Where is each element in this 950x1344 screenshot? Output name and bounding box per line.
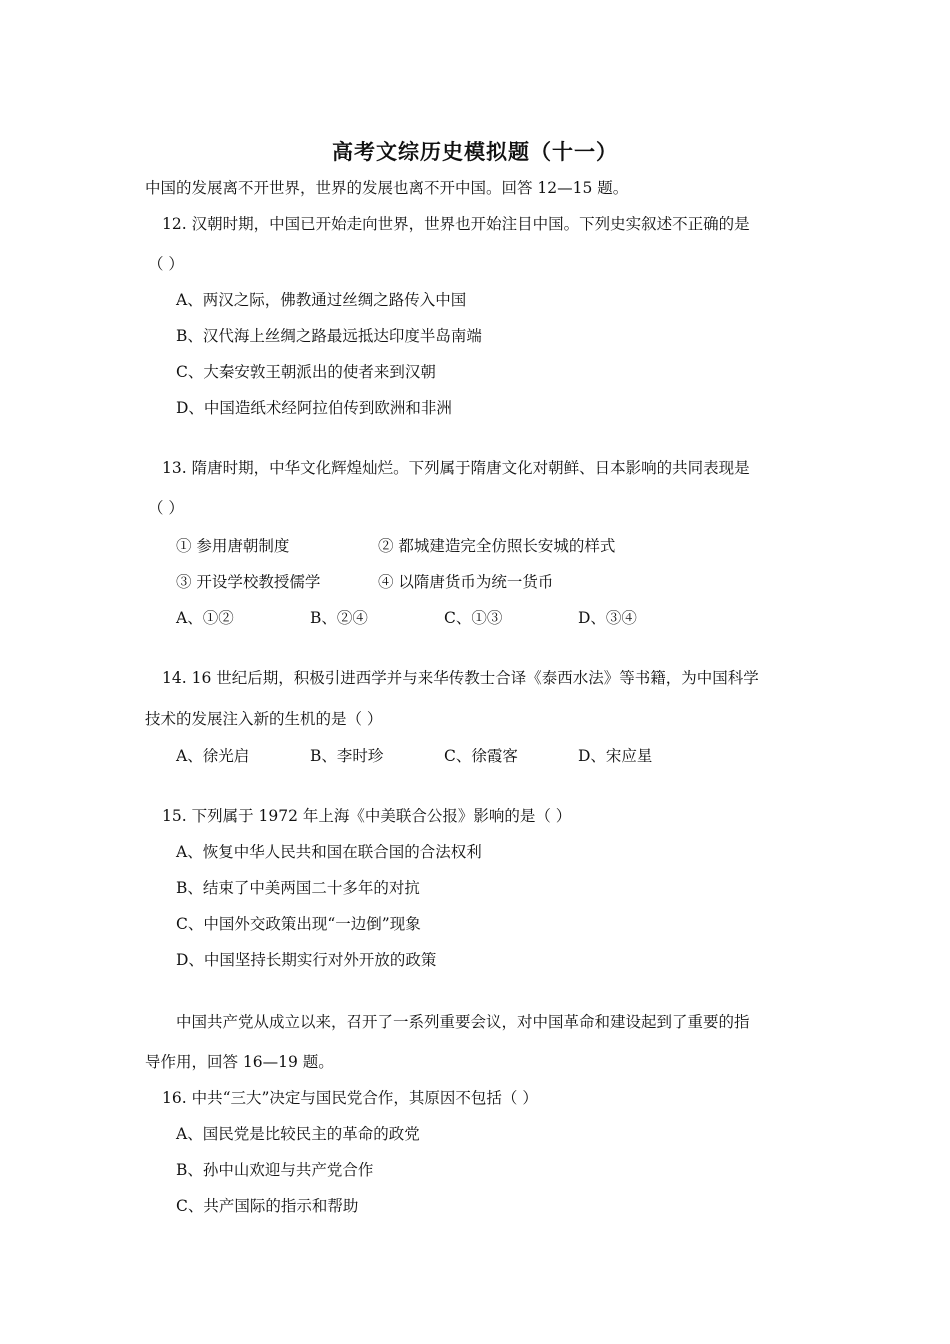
question-14-option-b: B、李时珍 bbox=[310, 747, 384, 765]
question-12-option-c: C、大秦安敦王朝派出的使者来到汉朝 bbox=[176, 363, 436, 381]
question-15-option-a: A、恢复中华人民共和国在联合国的合法权利 bbox=[176, 843, 482, 861]
question-13-item-4: ④ 以隋唐货币为统一货币 bbox=[378, 573, 554, 591]
question-13-option-a: A、①② bbox=[176, 609, 234, 627]
question-14-option-d: D、宋应星 bbox=[578, 747, 653, 765]
question-12-option-a: A、两汉之际，佛教通过丝绸之路传入中国 bbox=[176, 291, 467, 309]
question-12-answer-paren: （ ） bbox=[148, 255, 184, 273]
question-13-stem: 13. 隋唐时期，中华文化辉煌灿烂。下列属于隋唐文化对朝鲜、日本影响的共同表现是 bbox=[162, 459, 750, 477]
question-13-option-d: D、③④ bbox=[578, 609, 637, 627]
question-13-option-b: B、②④ bbox=[310, 609, 368, 627]
question-16-stem: 16. 中共“三大”决定与国民党合作，其原因不包括（ ） bbox=[162, 1089, 538, 1107]
question-15-option-d: D、中国坚持长期实行对外开放的政策 bbox=[176, 951, 437, 969]
question-16-option-c: C、共产国际的指示和帮助 bbox=[176, 1197, 359, 1215]
intro-16-19-line1: 中国共产党从成立以来，召开了一系列重要会议，对中国革命和建设起到了重要的指 bbox=[176, 1013, 750, 1031]
question-13-option-c: C、①③ bbox=[444, 609, 503, 627]
question-14-stem-line2: 技术的发展注入新的生机的是（ ） bbox=[145, 710, 383, 728]
intro-16-19-line2: 导作用，回答 16—19 题。 bbox=[145, 1053, 334, 1071]
question-13-answer-paren: （ ） bbox=[148, 499, 184, 517]
question-14-stem-line1: 14. 16 世纪后期，积极引进西学并与来华传教士合译《泰西水法》等书籍，为中国科学 bbox=[162, 669, 759, 687]
question-15-option-c: C、中国外交政策出现“一边倒”现象 bbox=[176, 915, 421, 933]
question-13-item-3: ③ 开设学校教授儒学 bbox=[176, 573, 321, 591]
question-16-option-b: B、孙中山欢迎与共产党合作 bbox=[176, 1161, 374, 1179]
question-15-option-b: B、结束了中美两国二十多年的对抗 bbox=[176, 879, 420, 897]
question-12-option-d: D、中国造纸术经阿拉伯传到欧洲和非洲 bbox=[176, 399, 452, 417]
question-12-stem: 12. 汉朝时期，中国已开始走向世界，世界也开始注目中国。下列史实叙述不正确的是 bbox=[162, 215, 750, 233]
question-14-option-c: C、徐霞客 bbox=[444, 747, 518, 765]
intro-12-15: 中国的发展离不开世界，世界的发展也离不开中国。回答 12—15 题。 bbox=[145, 179, 629, 197]
question-13-item-1: ① 参用唐朝制度 bbox=[176, 537, 290, 555]
document-title: 高考文综历史模拟题（十一） bbox=[332, 139, 618, 164]
question-15-stem: 15. 下列属于 1972 年上海《中美联合公报》影响的是（ ） bbox=[162, 807, 572, 825]
question-12-option-b: B、汉代海上丝绸之路最远抵达印度半岛南端 bbox=[176, 327, 482, 345]
question-14-option-a: A、徐光启 bbox=[176, 747, 250, 765]
question-16-option-a: A、国民党是比较民主的革命的政党 bbox=[176, 1125, 420, 1143]
question-13-item-2: ② 都城建造完全仿照长安城的样式 bbox=[378, 537, 616, 555]
